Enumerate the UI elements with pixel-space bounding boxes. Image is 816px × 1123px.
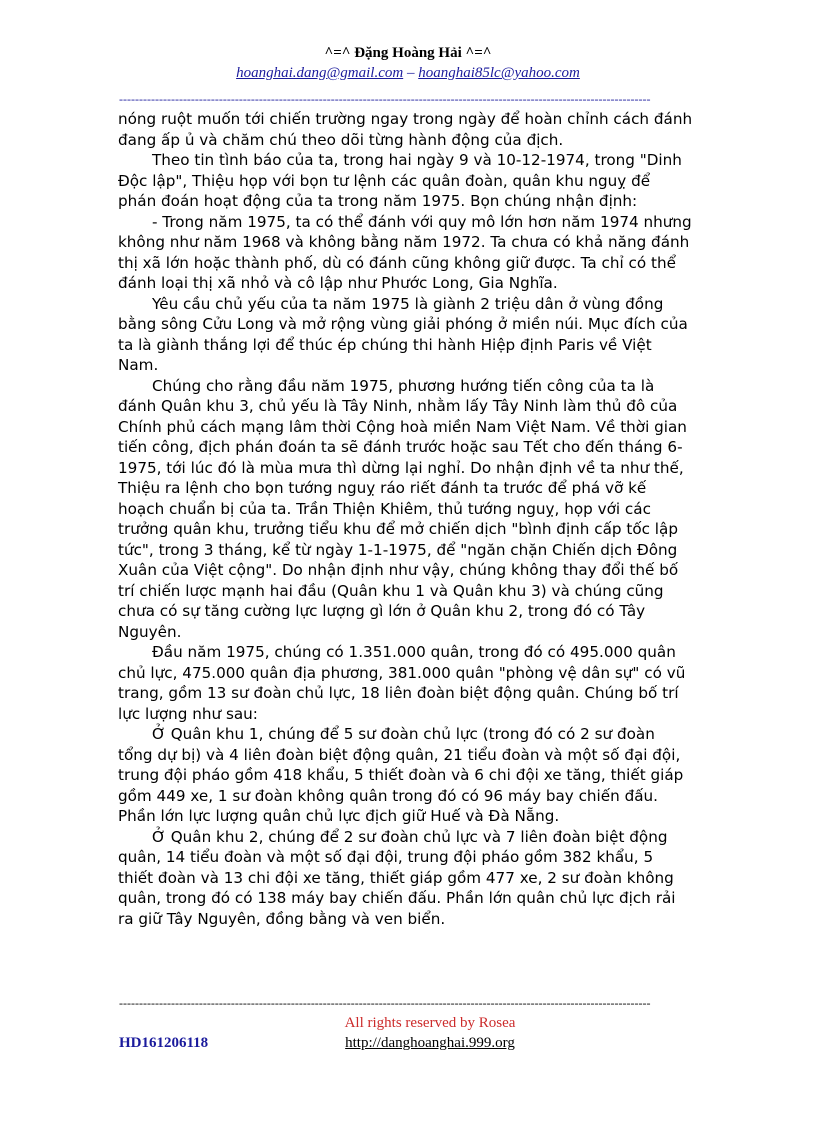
footer-divider: ------------------------------------------------------------------------------------------------------------------------------------- [119,997,651,1009]
document-body [118,109,693,989]
footer-document-code: HD161206118 [119,1035,209,1051]
body-paragraph: Chúng cho rằng đầu năm 1975, phương hướng tiến công của ta là đánh Quân khu 3, chủ yếu là Tây Ninh, nhằm lấy Tây Ninh làm thủ đô của Chính phủ cách mạng lâm thời Cộng hoà miền Nam Việt Nam. Về thời gian tiến công, địch phán đoán ta sẽ đánh trước hoặc sau Tết cho đến tháng 6-1975, tới lúc đó là mùa mưa thì dừng lại nghỉ. Do nhận định về ta như thế, Thiệu ra lệnh cho bọn tướng nguỵ ráo riết đánh ta trước để phá vỡ kế hoạch chuẩn bị của ta. Trần Thiện Khiêm, thủ tướng nguỵ, họp với các trưởng quân khu, trưởng tiểu khu để mở chiến dịch "bình định cấp tốc lập tức", trong 3 tháng, kể từ ngày 1-1-1975, để "ngăn chặn Chiến dịch Đông Xuân của Việt cộng". Do nhận định như vậy, chúng không thay đổi thế bố trí chiến lược mạnh hai đầu (Quân khu 1 và Quân khu 3) và chúng cũng chưa có sự tăng cường lực lượng gì lớn ở Quân khu 2, trong đó có Tây Nguyên. [118,376,687,641]
footer-website-link[interactable]: http://danghoanghai.999.org [345,1035,515,1051]
body-paragraph: nóng ruột muốn tới chiến trường ngay trong ngày để hoàn chỉnh cách đánh đang ấp ủ và chăm chú theo dõi từng hành động của địch. [118,110,693,149]
body-paragraph: - Trong năm 1975, ta có thể đánh với quy mô lớn hơn năm 1974 nhưng không như năm 1968 và không bằng năm 1972. Ta chưa có khả năng đánh thị xã lớn hoặc thành phố, dù có đánh cũng không giữ được. Ta chỉ có thể đánh loại thị xã nhỏ và cô lập như Phước Long, Gia Nghĩa. [118,212,692,292]
footer-copyright: All rights reserved by Rosea [344,1015,516,1031]
header-title: ^=^ Đặng Hoàng Hải ^=^ [324,45,492,61]
header-divider: ------------------------------------------------------------------------------------------------------------------------------------- [119,93,651,105]
body-paragraph: Ở Quân khu 1, chúng để 5 sư đoàn chủ lực (trong đó có 2 sư đoàn tổng dự bị) và 4 liên đoàn biệt động quân, 21 tiểu đoàn và một số đại đội, trung đội pháo gồm 418 khẩu, 5 thiết đoàn và 6 chi đội xe tăng, thiết giáp gồm 449 xe, 1 sư đoàn không quân trong đó có 96 máy bay chiến đấu. Phần lớn lực lượng quân chủ lực địch giữ Huế và Đà Nẵng. [118,725,684,825]
body-paragraph: Yêu cầu chủ yếu của ta năm 1975 là giành 2 triệu dân ở vùng đồng bằng sông Cửu Long và mở rộng vùng giải phóng ở miền núi. Mục đích của ta là giành thắng lợi để thúc ép chúng thi hành Hiệp định Paris về Việt Nam. [118,294,688,374]
body-paragraph: Theo tin tình báo của ta, trong hai ngày 9 và 10-12-1974, trong "Dinh Độc lập", Thiệu họp với bọn tư lệnh các quân đoàn, quân khu nguỵ để phán đoán hoạt động của ta trong năm 1975. Bọn chúng nhận định: [118,151,682,210]
email-link-yahoo[interactable]: hoanghai85lc@yahoo.com [418,65,580,81]
header-emails [0,64,816,82]
body-paragraph: Đầu năm 1975, chúng có 1.351.000 quân, trong đó có 495.000 quân chủ lực, 475.000 quân địa phương, 381.000 quân "phòng vệ dân sự" có vũ trang, gồm 13 sư đoàn chủ lực, 18 liên đoàn biệt động quân. Chúng bố trí lực lượng như sau: [118,643,686,723]
email-separator: – [403,65,419,81]
email-link-gmail[interactable]: hoanghai.dang@gmail.com [236,65,404,81]
page-header [0,44,816,82]
body-paragraph: Ở Quân khu 2, chúng để 2 sư đoàn chủ lực và 7 liên đoàn biệt động quân, 14 tiểu đoàn và một số đại đội, trung đội pháo gồm 382 khẩu, 5 thiết đoàn và 13 chi đội xe tăng, thiết giáp gồm 477 xe, 2 sư đoàn không quân, trong đó có 138 máy bay chiến đấu. Phần lớn quân chủ lực địch rải ra giữ Tây Nguyên, đồng bằng và ven biển. [118,827,676,928]
